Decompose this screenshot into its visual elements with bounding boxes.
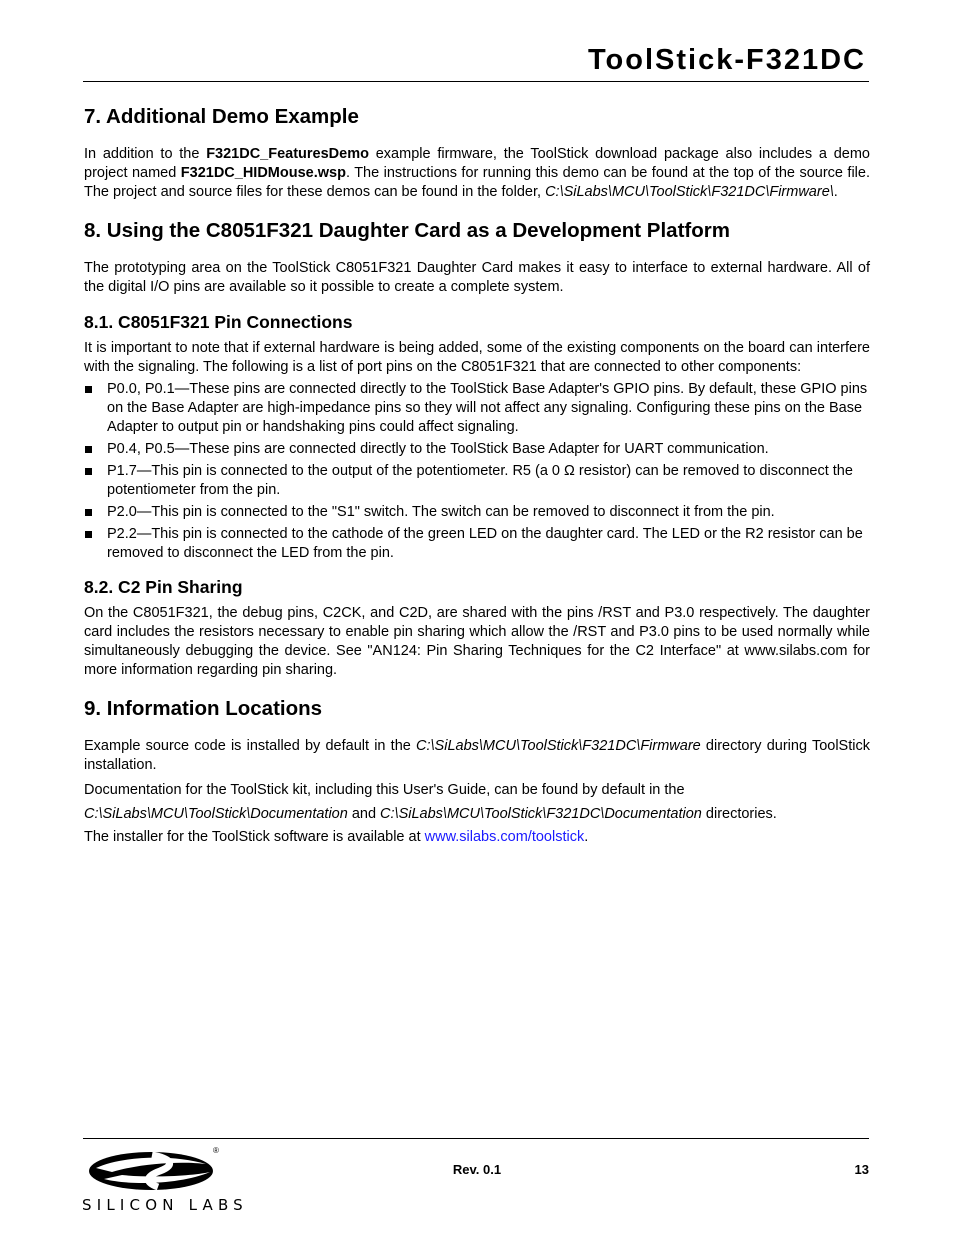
section-8-2-paragraph: On the C8051F321, the debug pins, C2CK, and C2D, are shared with the pins /RST and P3.0 respectively. The daughter card includes the resistors necessary to enable pin sharing which allow the /RST and P3.0 pins to be used normally while simultaneously debugging the device. See "AN124: Pin Sharing Techniques for the C2 Interface" at www.silabs.com for more information regarding pin sharing.: [84, 605, 870, 678]
section-8-1-paragraph: It is important to note that if external hardware is being added, some of the existing components on the board can interfere with the signaling. The following is a list of port pins on the C8051F321 that are connected to other components:: [84, 340, 870, 375]
document-title: ToolStick-F321DC: [587, 44, 866, 76]
list-item: P1.7—This pin is connected to the output of the potentiometer. R5 (a 0 Ω resistor) can be removed to disconnect the potentiometer from the pin.: [84, 462, 870, 500]
section-9-paragraph-1: Example source code is installed by default in the C:\SiLabs\MCU\ToolStick\F321DC\Firmware directory during ToolStick installation.: [84, 738, 870, 773]
list-item: P2.2—This pin is connected to the cathode of the green LED on the daughter card. The LED or the R2 resistor can be removed to disconnect the LED from the pin.: [84, 525, 870, 563]
section-9-paragraph-4: The installer for the ToolStick software is available at www.silabs.com/toolstick.: [84, 829, 589, 845]
section-8-1-heading: 8.1. C8051F321 Pin Connections: [84, 312, 353, 332]
footer-divider: [83, 1138, 869, 1139]
logo-wordmark: SILICON LABS: [82, 1196, 248, 1214]
section-8: [84, 218, 870, 680]
revision-label: Rev. 0.1: [452, 1162, 502, 1177]
page-number: 13: [854, 1162, 869, 1177]
section-9-paragraph-3: C:\SiLabs\MCU\ToolStick\Documentation and C:\SiLabs\MCU\ToolStick\F321DC\Documentation directories.: [84, 806, 777, 822]
bullet-square-icon: [85, 468, 92, 475]
bullet-square-icon: [85, 386, 92, 393]
section-8-1: [84, 311, 870, 563]
section-8-heading: 8. Using the C8051F321 Daughter Card as a Development Platform: [84, 219, 730, 242]
pin-connection-list: [84, 380, 870, 563]
section-9-paragraph-2: Documentation for the ToolStick kit, including this User's Guide, can be found by default in the: [84, 782, 685, 798]
section-9-heading: 9. Information Locations: [84, 697, 323, 720]
registered-mark: ®: [213, 1146, 219, 1155]
section-8-2-heading: 8.2. C2 Pin Sharing: [84, 577, 243, 597]
section-8-paragraph: The prototyping area on the ToolStick C8051F321 Daughter Card makes it easy to interface to external hardware. All of the digital I/O pins are available so it possible to create a complete system.: [84, 260, 870, 295]
header-divider: [83, 81, 869, 82]
list-item: P2.0—This pin is connected to the "S1" switch. The switch can be removed to disconnect it from the pin.: [84, 503, 870, 522]
section-7: [84, 104, 870, 202]
bullet-square-icon: [85, 509, 92, 516]
toolstick-link[interactable]: www.silabs.com/toolstick: [424, 829, 585, 845]
bullet-square-icon: [85, 531, 92, 538]
main-content: [84, 104, 870, 863]
section-7-paragraph: In addition to the F321DC_FeaturesDemo example firmware, the ToolStick download package also includes a demo project named F321DC_HIDMouse.wsp. The instructions for running this demo can be found at the top of the source file. The project and source files for these demos can be found in the folder, C:\SiLabs\MCU\ToolStick\F321DC\Firmware\.: [84, 146, 870, 200]
section-8-2: [84, 576, 870, 680]
silicon-labs-logo: [82, 1146, 248, 1216]
section-9: [84, 696, 870, 847]
list-item: P0.4, P0.5—These pins are connected directly to the ToolStick Base Adapter for UART communication.: [84, 440, 870, 459]
section-7-heading: 7. Additional Demo Example: [84, 105, 359, 128]
list-item: P0.0, P0.1—These pins are connected directly to the ToolStick Base Adapter's GPIO pins. By default, these GPIO pins on the Base Adapter are high-impedance pins so they will not affect any signaling. Configuring these pins on the Base Adapter to output pin or handshaking pins could affect signaling.: [84, 380, 870, 437]
bullet-square-icon: [85, 446, 92, 453]
